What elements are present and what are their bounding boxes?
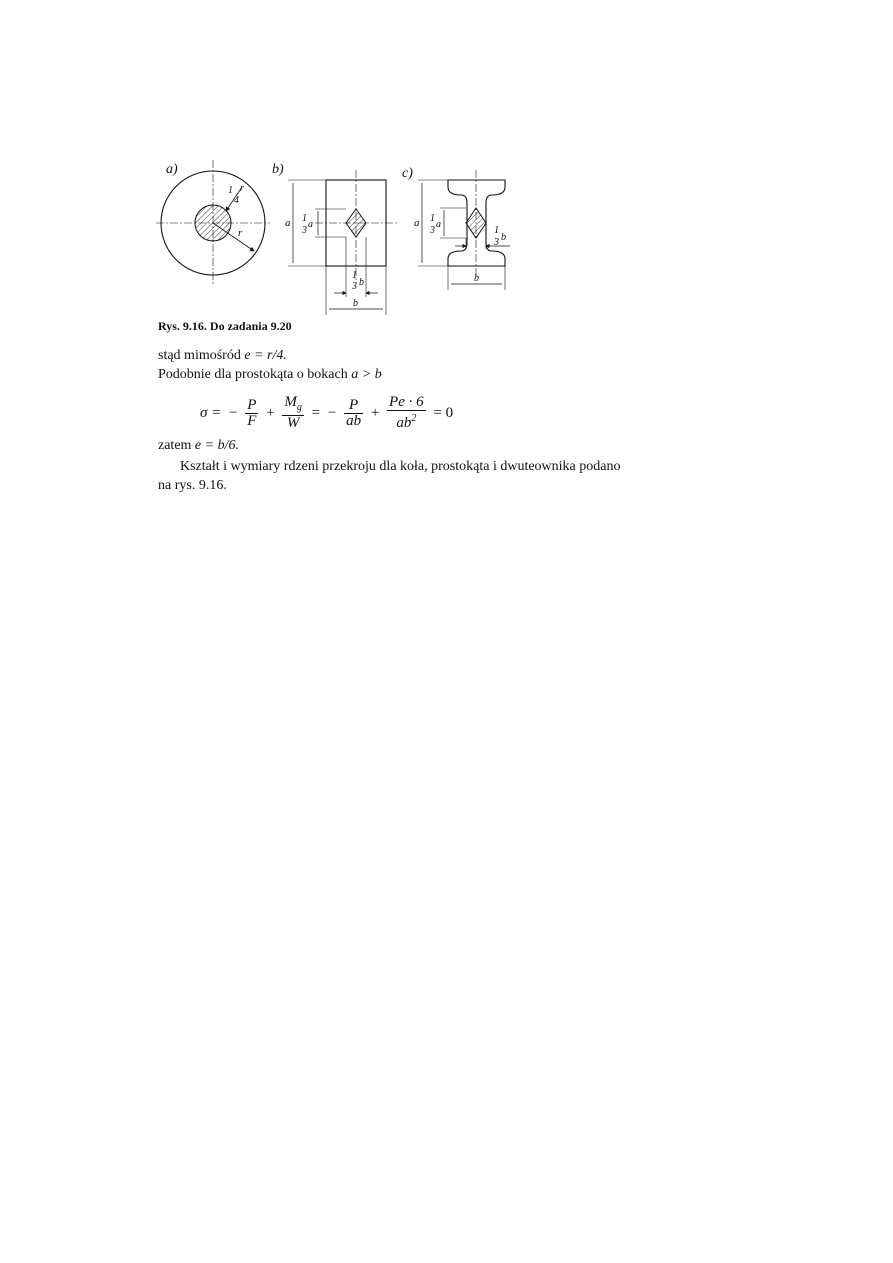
panel-a-core-den: 4 — [234, 195, 239, 206]
panel-c-ibeam — [402, 166, 510, 290]
eq-f3-den: ab — [346, 412, 362, 429]
panel-c-label: c) — [402, 166, 413, 181]
eq-f2-den: W — [286, 415, 300, 431]
eq-f4-den — [387, 411, 426, 431]
panel-a-circle — [156, 160, 270, 285]
line1-formula: e = r/4. — [244, 348, 287, 363]
eq-frac-p-ab — [344, 398, 363, 429]
eq-lhs: σ = — [200, 404, 222, 421]
eq-f2-num — [282, 395, 304, 416]
panel-c-dimb-den: 3 — [494, 237, 499, 248]
eq-plus-1: + — [266, 404, 275, 421]
panel-c-third-den: 3 — [430, 225, 435, 236]
panel-c-third-num: 1 — [430, 213, 435, 224]
eq-f4-den-main: ab — [396, 415, 412, 431]
panel-b-third-num: 1 — [302, 213, 307, 224]
eq-f2-num-main: M — [284, 394, 297, 410]
line2-text: Podobnie dla prostokąta o bokach — [158, 367, 352, 382]
panel-b-third-b: b — [359, 277, 364, 288]
line3-formula: e = b/6. — [194, 438, 239, 453]
panel-c-dim-b: b — [474, 273, 479, 284]
eq-plus-2: + — [370, 404, 380, 421]
panel-b-third-den: 3 — [302, 225, 307, 236]
panel-b-dim-a: a — [285, 217, 291, 229]
panel-b-dimb-num: 1 — [352, 270, 357, 281]
text-line-3 — [158, 438, 239, 454]
eq-f3-num: P — [344, 398, 363, 414]
eq-minus-2: − — [327, 404, 337, 421]
panel-c-third-b: b — [501, 232, 506, 243]
panel-c-dim-a: a — [414, 217, 420, 229]
eq-f2-num-sub: g — [296, 402, 302, 413]
figure-caption: Rys. 9.16. Do zadania 9.20 — [158, 319, 292, 333]
eq-f1-den: F — [247, 412, 257, 429]
eq-f4-num: Pe · 6 — [389, 394, 424, 410]
eq-result: = 0 — [433, 404, 454, 421]
panel-c-third-a: a — [436, 219, 441, 230]
line2-formula: a > b — [351, 367, 382, 382]
line1-text: stąd mimośród — [158, 348, 245, 363]
paragraph-line-2: na rys. 9.16. — [158, 478, 227, 493]
eq-f1-num: P — [247, 396, 257, 413]
eq-equals: = — [311, 404, 321, 421]
panel-b-label: b) — [272, 162, 284, 177]
panel-a-r: r — [238, 227, 243, 239]
eq-frac-p-f — [245, 398, 258, 429]
panel-a-core-var: r — [240, 183, 244, 194]
panel-b-third-a: a — [308, 219, 313, 230]
figure-9-16 — [150, 155, 550, 320]
panel-b-dim-b: b — [353, 298, 358, 309]
equation-sigma — [198, 395, 455, 431]
paragraph-line-1: Kształt i wymiary rdzeni przekroju dla koła, prostokąta i dwuteownika podano — [180, 459, 621, 474]
panel-b-dimb-den: 3 — [352, 281, 357, 292]
panel-b-rectangle — [272, 162, 398, 315]
panel-c-dimb-num: 1 — [494, 225, 499, 236]
eq-f4-den-sup: 2 — [411, 413, 417, 424]
panel-a-core-num: 1 — [228, 185, 233, 196]
eq-minus-1: − — [229, 404, 238, 421]
text-line-1 — [158, 348, 287, 364]
line3-text: zatem — [158, 438, 195, 453]
eq-frac-mg-w — [282, 395, 304, 431]
eq-frac-pe6-ab2 — [387, 395, 426, 431]
panel-a-label: a) — [166, 162, 178, 177]
text-line-2 — [158, 367, 382, 383]
